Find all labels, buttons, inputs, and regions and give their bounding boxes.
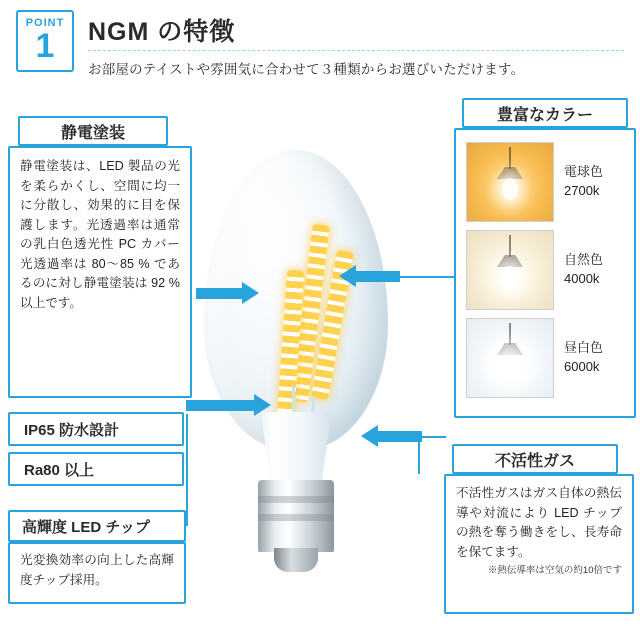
color-option-kelvin: 4000k [564,271,600,286]
lamp-glow-icon [502,266,518,288]
led-chip-title-box [8,510,186,542]
natural-white-swatch [466,230,554,310]
led-bulb-illustration [196,150,396,620]
color-option-row [466,226,624,314]
led-chip-body-box [8,542,186,604]
color-option-row [466,138,624,226]
pendant-cord-icon [509,323,511,345]
arrow-gas-to-bulb [378,431,422,442]
ra80-box [8,452,184,486]
ip65-label: IP65 防水設計 [24,421,120,439]
point-badge-word: POINT [25,17,65,29]
color-option-label [564,339,603,377]
inert-gas-body: 不活性ガスはガス自体の熱伝導や対流により LED チップの熱を奪う働きをし、長寿命を保てます。 [456,486,622,559]
inert-gas-body-box [444,474,634,614]
connector-line-color-horizontal [398,276,456,278]
arrow-color-to-bulb [356,271,400,282]
header-divider [88,50,624,51]
color-option-kelvin: 6000k [564,359,600,374]
bulb-screw-base-icon [258,480,334,552]
led-chip-body: 光変換効率の向上した高輝度チップ採用。 [20,553,174,587]
arrow-chip-to-bulb [186,400,254,411]
color-option-label [564,251,603,289]
color-option-name: 電球色 [564,164,604,180]
inert-gas-note: ※熱伝導率は空気の約10倍です [487,565,622,577]
point-badge [16,10,74,72]
warm-white-swatch [466,142,554,222]
bulb-base-tip-icon [274,548,318,572]
color-variations-title-box [462,98,628,128]
electrostatic-coating-body-box [8,146,192,398]
page-title: NGM の特徴 [88,18,236,46]
point-badge-number: 1 [35,27,55,65]
connector-line-chip-vertical [186,414,188,526]
page-header [0,0,640,88]
color-option-kelvin: 2700k [564,183,600,198]
electrostatic-coating-title: 静電塗装 [60,124,125,142]
color-variations-title: 豊富なカラー [496,106,593,124]
page-subtitle: お部屋のテイストや雰囲気に合わせて３種類からお選びいただけます。 [88,62,525,77]
electrostatic-coating-title-box [18,116,168,146]
electrostatic-coating-body: 静電塗装は、LED 製品の光を柔らかくし、空間に均一に分散し、効果的に目を保護します。光透過率は通常の乳白色透光性 PC カバー光透過率は 80〜85 % であるのに対し静電塗装は 92 % 以上です。 [20,159,180,310]
arrow-electrostatic-to-bulb [196,288,242,299]
cool-white-swatch [466,318,554,398]
ra80-label: Ra80 以上 [24,461,95,479]
pendant-cord-icon [509,147,511,169]
connector-line-gas-horizontal [418,436,446,438]
lamp-glow-icon [502,354,518,376]
inert-gas-title: 不活性ガス [494,452,575,470]
pendant-cord-icon [509,235,511,257]
color-option-name: 自然色 [564,252,604,268]
color-option-label [564,163,603,201]
ip65-waterproof-box [8,412,184,446]
inert-gas-title-box [452,444,618,474]
bulb-neck-icon [252,412,340,490]
color-option-row [466,314,624,402]
color-option-name: 昼白色 [564,340,604,356]
lamp-glow-icon [502,178,518,200]
led-chip-title: 高輝度 LED チップ [22,518,150,536]
color-variations-body-box [454,128,636,418]
